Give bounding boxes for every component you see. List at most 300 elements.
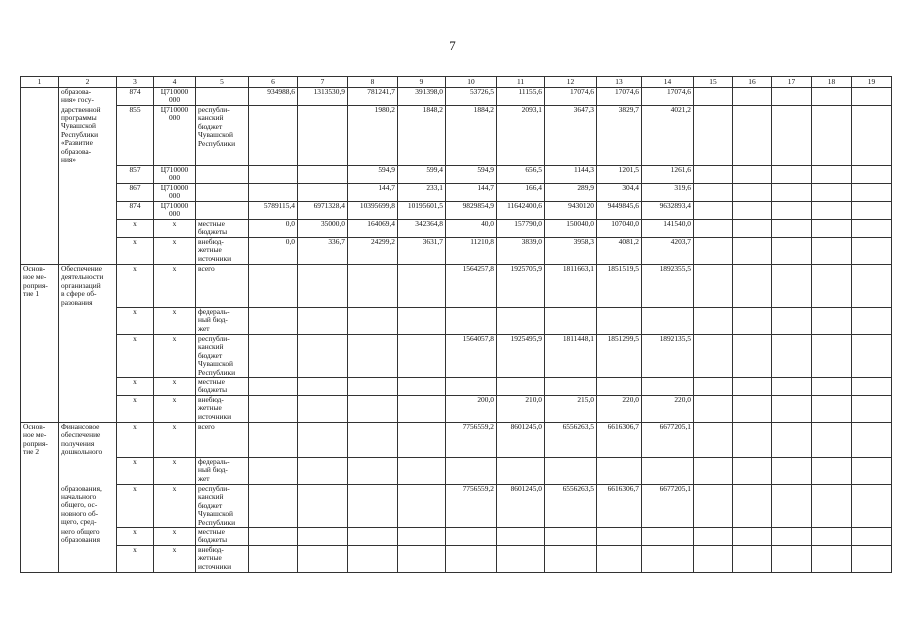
cell-line: образования, — [61, 484, 102, 493]
value-cell: 1144,3 — [545, 166, 597, 184]
column-header: 4 — [154, 77, 196, 88]
cell-line: республи- — [198, 105, 230, 114]
empty-cell — [733, 265, 772, 308]
empty-cell — [772, 528, 812, 546]
cell-line: всего — [198, 264, 215, 273]
cell-line: Ц710000 — [160, 105, 189, 114]
value-cell — [298, 485, 348, 528]
value-cell — [348, 335, 398, 378]
table-row — [21, 528, 892, 546]
value-cell: 342364,8 — [398, 220, 446, 238]
value-cell: 599,4 — [398, 166, 446, 184]
column-header: 17 — [772, 77, 812, 88]
cell-line: ный бюд- — [198, 315, 228, 325]
value-cell: 107040,0 — [597, 220, 642, 238]
value-cell: 11155,6 — [497, 88, 545, 106]
code-cell: 855 — [117, 106, 154, 166]
description-cell — [59, 528, 117, 546]
source-cell — [196, 546, 249, 573]
value-cell: 4021,2 — [642, 106, 694, 166]
source-cell — [196, 220, 249, 238]
value-cell: 6677205,1 — [642, 485, 694, 528]
value-cell: 7756559,2 — [446, 485, 497, 528]
event-cell — [21, 166, 59, 184]
table-row — [21, 202, 892, 220]
event-cell — [21, 378, 59, 396]
source-cell — [196, 202, 249, 220]
empty-cell — [812, 88, 852, 106]
target-code-cell — [154, 88, 196, 106]
column-header: 1 — [21, 77, 59, 88]
empty-cell — [694, 308, 733, 335]
value-cell — [348, 308, 398, 335]
value-cell — [545, 458, 597, 485]
value-cell: 144,7 — [446, 184, 497, 202]
empty-cell — [812, 184, 852, 202]
column-header: 15 — [694, 77, 733, 88]
description-cell — [59, 546, 117, 573]
cell-line: Обеспечение — [61, 264, 102, 273]
empty-cell — [772, 378, 812, 396]
cell-line: Основ- — [23, 264, 46, 273]
value-cell: 9632893,4 — [642, 202, 694, 220]
value-cell — [348, 396, 398, 423]
value-cell: 9829854,9 — [446, 202, 497, 220]
cell-line: республи- — [198, 334, 230, 343]
table-row — [21, 396, 892, 423]
cell-line: Чувашской — [198, 130, 234, 140]
value-cell — [298, 308, 348, 335]
value-cell — [298, 458, 348, 485]
cell-line: республи- — [198, 484, 230, 494]
value-cell: 220,0 — [597, 396, 642, 423]
target-code-cell — [154, 202, 196, 220]
code-cell: х — [117, 528, 154, 546]
value-cell — [446, 458, 497, 485]
column-header: 11 — [497, 77, 545, 88]
value-cell — [298, 378, 348, 396]
description-cell — [59, 458, 117, 485]
empty-cell — [733, 546, 772, 573]
cell-line: федераль- — [198, 457, 230, 467]
empty-cell — [733, 378, 772, 396]
empty-cell — [694, 423, 733, 458]
event-cell — [21, 106, 59, 166]
value-cell: 10195601,5 — [398, 202, 446, 220]
value-cell — [398, 265, 446, 308]
event-cell — [21, 423, 59, 458]
empty-cell — [733, 396, 772, 423]
empty-cell — [852, 308, 892, 335]
cell-line: 000 — [168, 95, 181, 105]
value-cell: 3839,0 — [497, 238, 545, 265]
cell-line: х — [172, 219, 177, 228]
cell-line: бюджеты — [198, 227, 228, 237]
empty-cell — [772, 220, 812, 238]
description-cell — [59, 184, 117, 202]
cell-line: х — [172, 307, 177, 316]
empty-cell — [852, 166, 892, 184]
target-code-cell — [154, 423, 196, 458]
value-cell: 8601245,0 — [497, 423, 545, 458]
table-row — [21, 265, 892, 308]
cell-line: «Развитие — [61, 138, 93, 148]
cell-line: местные — [198, 377, 225, 387]
empty-cell — [772, 202, 812, 220]
target-code-cell — [154, 458, 196, 485]
cell-line: ный бюд- — [198, 465, 228, 475]
cell-line: него общего — [61, 527, 100, 536]
value-cell: 3958,3 — [545, 238, 597, 265]
column-header: 14 — [642, 77, 694, 88]
source-cell — [196, 88, 249, 106]
empty-cell — [733, 458, 772, 485]
empty-cell — [772, 335, 812, 378]
cell-line: в сфере об- — [61, 289, 97, 299]
value-cell — [545, 308, 597, 335]
value-cell — [497, 458, 545, 485]
empty-cell — [812, 458, 852, 485]
value-cell: 1811663,1 — [545, 265, 597, 308]
code-cell: 874 — [117, 88, 154, 106]
empty-cell — [852, 106, 892, 166]
event-cell — [21, 546, 59, 573]
value-cell — [642, 378, 694, 396]
cell-line: х — [172, 484, 177, 494]
cell-line: бюджет — [198, 350, 223, 360]
value-cell — [348, 378, 398, 396]
value-cell: 215,0 — [545, 396, 597, 423]
value-cell — [249, 378, 298, 396]
value-cell: 0,0 — [249, 238, 298, 265]
empty-cell — [733, 485, 772, 528]
value-cell — [545, 528, 597, 546]
cell-line: роприя- — [23, 438, 48, 448]
cell-line: источники — [198, 253, 232, 263]
value-cell — [642, 458, 694, 485]
value-cell: 24299,2 — [348, 238, 398, 265]
value-cell: 220,0 — [642, 396, 694, 423]
empty-cell — [812, 308, 852, 335]
target-code-cell — [154, 308, 196, 335]
table-row — [21, 458, 892, 485]
target-code-cell — [154, 265, 196, 308]
cell-line: х — [172, 422, 177, 432]
value-cell — [298, 423, 348, 458]
value-cell: 10395699,8 — [348, 202, 398, 220]
empty-cell — [852, 396, 892, 423]
event-cell — [21, 458, 59, 485]
value-cell — [348, 423, 398, 458]
value-cell — [446, 528, 497, 546]
value-cell — [545, 546, 597, 573]
page-number: 7 — [449, 38, 456, 53]
empty-cell — [772, 88, 812, 106]
value-cell: 1313530,9 — [298, 88, 348, 106]
description-cell — [59, 220, 117, 238]
target-code-cell — [154, 485, 196, 528]
value-cell — [249, 485, 298, 528]
empty-cell — [694, 166, 733, 184]
value-cell — [597, 546, 642, 573]
value-cell: 1892355,5 — [642, 265, 694, 308]
value-cell — [348, 546, 398, 573]
cell-line: жет — [198, 323, 210, 333]
value-cell: 391398,0 — [398, 88, 446, 106]
value-cell — [249, 546, 298, 573]
table-row — [21, 335, 892, 378]
value-cell — [642, 528, 694, 546]
value-cell — [398, 546, 446, 573]
value-cell — [249, 458, 298, 485]
cell-line: источники — [198, 561, 232, 571]
table-row — [21, 220, 892, 238]
empty-cell — [852, 458, 892, 485]
value-cell — [249, 335, 298, 378]
description-cell — [59, 308, 117, 335]
value-cell — [249, 308, 298, 335]
event-cell — [21, 238, 59, 265]
value-cell — [298, 396, 348, 423]
empty-cell — [852, 220, 892, 238]
cell-line: образования — [61, 534, 100, 544]
cell-line: канский — [198, 342, 224, 352]
description-cell — [59, 238, 117, 265]
empty-cell — [772, 106, 812, 166]
empty-cell — [733, 184, 772, 202]
cell-line: х — [172, 457, 177, 467]
cell-line: щего, сред- — [61, 517, 97, 527]
code-cell: 867 — [117, 184, 154, 202]
empty-cell — [852, 423, 892, 458]
cell-line: бюджет — [198, 500, 223, 510]
value-cell: 1980,2 — [348, 106, 398, 166]
value-cell: 6556263,5 — [545, 485, 597, 528]
value-cell — [249, 184, 298, 202]
table-row — [21, 184, 892, 202]
cell-line: жетные — [198, 245, 222, 255]
value-cell: 1848,2 — [398, 106, 446, 166]
cell-line: тие 2 — [23, 447, 40, 457]
value-cell — [497, 378, 545, 396]
value-cell: 1925705,9 — [497, 265, 545, 308]
column-header: 5 — [196, 77, 249, 88]
code-cell: х — [117, 238, 154, 265]
cell-line: х — [172, 527, 177, 537]
value-cell: 53726,5 — [446, 88, 497, 106]
value-cell: 1201,5 — [597, 166, 642, 184]
source-cell — [196, 265, 249, 308]
value-cell — [642, 546, 694, 573]
cell-line: роприя- — [23, 280, 48, 290]
cell-line: Республики — [198, 138, 236, 148]
column-header: 7 — [298, 77, 348, 88]
event-cell — [21, 88, 59, 106]
description-cell — [59, 106, 117, 166]
cell-line: 000 — [168, 113, 181, 123]
value-cell — [597, 308, 642, 335]
cell-line: образова- — [61, 87, 92, 96]
target-code-cell — [154, 220, 196, 238]
value-cell — [398, 378, 446, 396]
value-cell: 2093,1 — [497, 106, 545, 166]
value-cell: 304,4 — [597, 184, 642, 202]
value-cell — [446, 546, 497, 573]
cell-line: х — [172, 237, 177, 246]
value-cell — [348, 265, 398, 308]
column-header: 9 — [398, 77, 446, 88]
cell-line: разования — [61, 297, 93, 307]
value-cell — [398, 485, 446, 528]
cell-line: ное ме- — [23, 430, 47, 440]
cell-line: Чувашской — [198, 359, 234, 369]
value-cell — [298, 106, 348, 166]
cell-line: жетные — [198, 403, 222, 413]
cell-line: 000 — [168, 191, 181, 201]
table-row — [21, 238, 892, 265]
value-cell: 1892135,5 — [642, 335, 694, 378]
source-cell — [196, 308, 249, 335]
cell-line: Республики — [198, 367, 236, 377]
column-header: 12 — [545, 77, 597, 88]
value-cell: 6616306,7 — [597, 485, 642, 528]
value-cell: 4081,2 — [597, 238, 642, 265]
value-cell — [545, 378, 597, 396]
empty-cell — [733, 220, 772, 238]
event-cell — [21, 265, 59, 308]
source-cell — [196, 396, 249, 423]
empty-cell — [772, 485, 812, 528]
value-cell — [398, 308, 446, 335]
code-cell: х — [117, 546, 154, 573]
value-cell — [298, 184, 348, 202]
table-row — [21, 106, 892, 166]
empty-cell — [694, 458, 733, 485]
value-cell: 6616306,7 — [597, 423, 642, 458]
target-code-cell — [154, 184, 196, 202]
code-cell: 874 — [117, 202, 154, 220]
code-cell: х — [117, 265, 154, 308]
cell-line: программы — [61, 112, 97, 122]
cell-line: Республики — [61, 129, 99, 139]
cell-line: источники — [198, 411, 232, 421]
empty-cell — [812, 238, 852, 265]
value-cell: 17074,6 — [642, 88, 694, 106]
value-cell: 336,7 — [298, 238, 348, 265]
cell-line: местные — [198, 219, 225, 228]
value-cell: 233,1 — [398, 184, 446, 202]
empty-cell — [694, 335, 733, 378]
table-row — [21, 166, 892, 184]
budget-table — [20, 76, 892, 573]
value-cell: 6971328,4 — [298, 202, 348, 220]
value-cell: 594,9 — [446, 166, 497, 184]
value-cell: 7756559,2 — [446, 423, 497, 458]
value-cell — [597, 528, 642, 546]
event-cell — [21, 528, 59, 546]
cell-line: бюджеты — [198, 385, 228, 395]
cell-line: федераль- — [198, 307, 230, 316]
value-cell: 6556263,5 — [545, 423, 597, 458]
table-row — [21, 423, 892, 458]
target-code-cell — [154, 238, 196, 265]
value-cell — [348, 528, 398, 546]
cell-line: х — [172, 395, 177, 405]
cell-line: 000 — [168, 173, 181, 183]
empty-cell — [772, 546, 812, 573]
empty-cell — [694, 528, 733, 546]
value-cell: 3631,7 — [398, 238, 446, 265]
value-cell — [249, 166, 298, 184]
column-header: 13 — [597, 77, 642, 88]
value-cell — [497, 528, 545, 546]
empty-cell — [852, 238, 892, 265]
cell-line: Основ- — [23, 422, 46, 432]
event-cell — [21, 220, 59, 238]
cell-line: Чувашской — [61, 121, 97, 131]
description-cell — [59, 202, 117, 220]
event-cell — [21, 308, 59, 335]
value-cell — [249, 265, 298, 308]
empty-cell — [694, 485, 733, 528]
cell-line: тие 1 — [23, 289, 40, 299]
event-cell — [21, 335, 59, 378]
code-cell: х — [117, 220, 154, 238]
empty-cell — [852, 485, 892, 528]
column-header: 18 — [812, 77, 852, 88]
code-cell: х — [117, 458, 154, 485]
empty-cell — [772, 265, 812, 308]
column-header: 3 — [117, 77, 154, 88]
cell-line: Финансовое — [61, 422, 100, 432]
value-cell — [597, 378, 642, 396]
cell-line: бюджет — [198, 121, 223, 131]
event-cell — [21, 485, 59, 528]
source-cell — [196, 335, 249, 378]
value-cell: 1851519,5 — [597, 265, 642, 308]
empty-cell — [772, 396, 812, 423]
empty-cell — [812, 220, 852, 238]
value-cell — [348, 458, 398, 485]
value-cell: 141540,0 — [642, 220, 694, 238]
cell-line: всего — [198, 422, 215, 432]
empty-cell — [694, 88, 733, 106]
value-cell: 35000,0 — [298, 220, 348, 238]
value-cell — [398, 396, 446, 423]
event-cell — [21, 396, 59, 423]
empty-cell — [733, 308, 772, 335]
value-cell: 200,0 — [446, 396, 497, 423]
empty-cell — [772, 238, 812, 265]
source-cell — [196, 166, 249, 184]
cell-line: Ц710000 — [160, 87, 189, 96]
empty-cell — [733, 106, 772, 166]
table-row — [21, 88, 892, 106]
value-cell: 9430120 — [545, 202, 597, 220]
value-cell: 3647,3 — [545, 106, 597, 166]
value-cell — [642, 308, 694, 335]
source-cell — [196, 528, 249, 546]
cell-line: Ц710000 — [160, 165, 189, 174]
code-cell: х — [117, 485, 154, 528]
value-cell — [398, 528, 446, 546]
cell-line: начального — [61, 491, 97, 501]
table-row — [21, 308, 892, 335]
column-header: 16 — [733, 77, 772, 88]
header-row — [21, 77, 892, 88]
value-cell — [497, 546, 545, 573]
empty-cell — [694, 202, 733, 220]
